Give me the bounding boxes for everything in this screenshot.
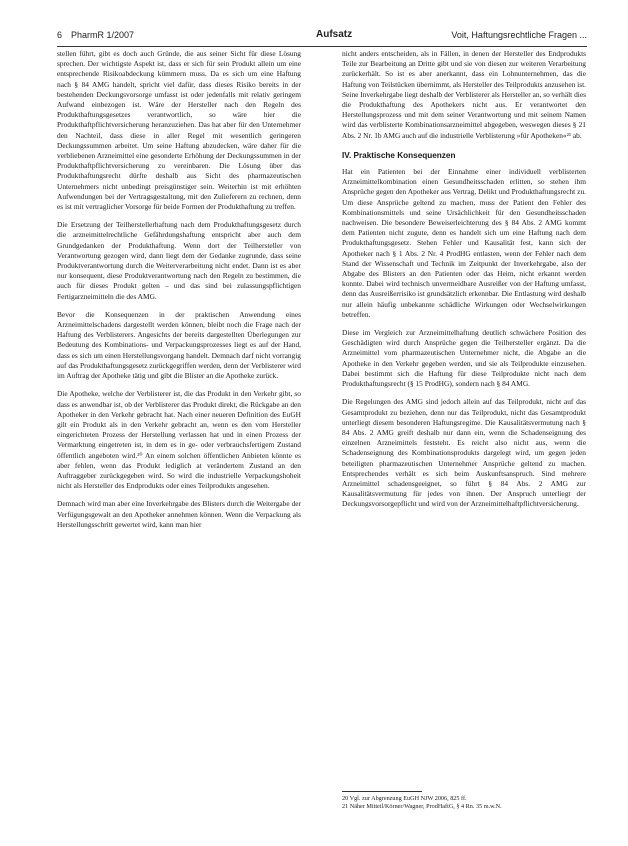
header-rule	[57, 46, 587, 47]
paragraph: Hat ein Patienten bei der Einnahme einer individuell verblisterten Arzneimittelkombination einen Gesundheitsschaden erlitten, so stehen ihm Ansprüche gegen den Apotheker aus Vertrag, Delikt und Produkthaftungsrecht zu. Um diese Ansprüche geltend zu machen, muss der Patient den Fehler des Kombinationsmittels und seine Ursächlichkeit für den Gesundheitsschaden nachweisen. Die besondere Beweiserleichterung des § 84 Abs. 2 AMG kommt dem Patienten nicht zugute, denn es handelt sich um eine Haftung nach dem Produkthaftungsgesetz. Stehen Fehler und Kausalität fest, kann sich der Apotheker nach § 1 Abs. 2 Nr. 4 ProdHG entlasten, wenn der Fehler nach dem Stand der Wissenschaft und Technik im Zeitpunkt der Inverkehrgabe, also der Abgabe des Blisters an den Patienten oder das Heim, nicht erkannt werden konnte. Dabei wird technisch unvermeidbare Ausreißer von der Haftung umfasst, denn das Ausreißerrisiko ist grundsätzlich erkennbar. Die Entlastung wird deshalb nur allein häufig unbekannte schädliche Wirkungen oder Wechselwirkungen betreffen.	[342, 167, 586, 319]
page-header	[57, 30, 587, 44]
footnote: 20 Vgl. zur Abgrenzung EuGH NJW 2006, 825 ff.	[342, 795, 467, 802]
page-number: 6	[57, 30, 63, 40]
paragraph: Bevor die Konsequenzen in der praktischen Anwendung eines Arzneimittelschadens dargestellt werden können, bleibt noch die Frage nach der Haftung des Verblisterers. Angesichts der bereits dargestellten Überlegungen zur Bedeutung des Kombinations- und Verpackungsprozesses liegt es auf der Hand, dass es sich um einen Herstellungsvorgang handelt. Demnach darf nicht vorrangig auf das Produkthaftungsgesetz zurückgegriffen werden, denn der Verblisterer wird im Auftrag der Apotheke tätig und gibt die Blister an die Apotheke zurück.	[57, 309, 301, 381]
paragraph: stellen führt, gibt es doch auch Gründe, die aus seiner Sicht für diese Lösung sprechen. Der wichtigste Aspekt ist, dass er sich für sein Produkt allein um eine entsprechende Risikoabdeckung kümmern muss. Da es sich um eine Haftung nach § 84 AMG handelt, spricht viel dafür, dass dieses Risiko bereits in der bestehenden Deckungsvorsorge umfasst ist oder jedenfalls mit relativ geringem Aufwand einbezogen ist. Wäre der Hersteller nach den Regeln des Produkthaftungsgesetzes verantwortlich, so wäre hier die Produkthaftpflichtversicherung heranzuziehen. Das hat aber für den Unternehmer den Nachteil, dass diese in aller Regel mit wesentlich geringeren Deckungssummen arbeitet. Um seine Haftung abzudecken, wäre daher für die verbliebenen Arzneimittel eine gesonderte Erhöhung der Deckungssummen in der Produkthaftpflichtversicherung zu vereinbaren. Die Lösung über das Produkthaftungsrecht dürfte deshalb aus Sicht des pharmazeutischen Unternehmers nicht unbedingt preisgünstiger sein. Weiterhin ist mit erhöhten Aufwendungen bei der Vertragsgestaltung, mit den Zulieferern zu rechnen, denn es ist mit vertraglicher Vorsorge für beide Formen der Produkthaftung zu treffen.	[57, 49, 301, 212]
footnote-rule	[342, 791, 422, 792]
paragraph: Die Regelungen des AMG sind jedoch allein auf das Teilprodukt, nicht auf das Gesamtprodukt zu beziehen, denn nur das Teilprodukt, nicht das Gesamtprodukt unterliegt diesem besonderen Haftungsregime. Die Kausalitätsvermutung nach § 84 Abs. 2 AMG greift deshalb nur dann ein, wenn die Schadenseignung des einzelnen Arzneimittels feststeht. Es reicht also nicht aus, wenn die Schadenseignung des Kombinationsprodukts dargelegt wird, um gegen jeden beteiligten pharmazeutischen Unternehmer Ansprüche geltend zu machen. Entsprechendes verhält es sich beim Auskunftsanspruch. Sind mehrere Arzneimittel schadensgeeignet, so führt § 84 Abs. 2 AMG zur Kausalitätsvermutung für jedes von ihnen. Der Anspruch unterliegt der Deckungsvorsorgepflicht und wird von der Arzneimittelhaftpflichtversicherung.	[342, 397, 586, 509]
paragraph: nicht anders entscheiden, als in Fällen, in denen der Hersteller des Endprodukts Teile zur Bearbeitung an Dritte gibt und sie von diesen zur weiteren Verarbeitung zurückerhält. So ist es aber anerkannt, dass ein Lohnunternehmen, das die Haftung von Teilstücken übernimmt, als Hersteller des Teilprodukts anzusehen ist. Seine Inverkehrgabe liegt deshalb der Verblisterer als Hersteller an, so verhält dies die Produkthaftung des Apothekers nicht aus. Er verantwortet den Herstellungsprozess und mit dem seiner Verantwortung und mit seinem Namen wird das verblisterte Kombinationsarzneimittel abgegeben, weswegen dieses § 21 Abs. 2 Nr. 1b AMG auch auf die industrielle Verblisterung »für Apotheken«²¹ ab.	[342, 49, 586, 140]
paragraph: Die Ersetzung der Teilherstellerhaftung nach dem Produkthaftungsgesetz durch die arzneimittelrechtliche Gefährdungshaftung entspricht aber auch dem Grundgedanken der Produkthaftung. Wenn dort der Teilhersteller von Verantwortung gezogen wird, dann liegt dem der Gedanke zugrunde, dass seine Produktverantwortung durch die Weiterverarbeitung nicht endet. Dann ist es aber nur konsequent, diese Produktverantwortung nach den Regeln zu bestimmen, die auch für dieses Produkt gelten – und das sind bei zulassungspflichtigen Fertigarzneimitteln die des AMG.	[57, 220, 301, 301]
running-title: Voit, Haftungsrechtliche Fragen ...	[451, 30, 587, 40]
right-column	[342, 49, 586, 518]
footnotes	[342, 791, 586, 811]
section-label: Aufsatz	[316, 29, 353, 40]
footnote: 21 Näher Mitteil/Körner/Wagner, ProdHaftG, § 4 Rn. 35 m.w.N.	[342, 803, 502, 810]
journal-reference: PharmR 1/2007	[71, 30, 135, 40]
paragraph: Diese im Vergleich zur Arzneimittelhaftung deutlich schwächere Position des Geschädigten wird durch Ansprüche gegen die Teilhersteller ergänzt. Da die Arzneimittel vom pharmazeutischen Unternehmer nicht, die Abgabe an die Apotheke in den Verkehr gegeben werden, und sie als Teilprodukte einzusehen. Dabei bestimmt sich die Haftung für diese Teilprodukte nicht nach dem Produkthaftungsrecht (§ 15 ProdHG), sondern nach § 84 AMG.	[342, 328, 586, 389]
section-heading: IV. Praktische Konsequenzen	[342, 150, 456, 160]
left-column	[57, 49, 301, 538]
paragraph: Demnach wird man aber eine Inverkehrgabe des Blisters durch die Weitergabe der Verfügungsgewalt an den Apotheker annehmen können. Wenn die Verpackung als Herstellungsschritt gewertet wird, kann man hier	[57, 499, 301, 529]
paragraph: Die Apotheke, welche der Verblisterer ist, die das Produkt in den Verkehr gibt, so dass es anwendbar ist, ob der Verblisterer das Produkt direkt, die Rückgabe an den Apotheker in den Verkehr gebracht hat. Nach einer neueren Definition des EuGH gilt ein Produkt als in den Verkehr gebracht an, wenn es den vom Hersteller eingerichteten Prozess der Herstellung verlassen hat und in einen Prozess der Vermarktung eingetreten ist, in dem es in ge- oder verbrauchsfertigem Zustand öffentlich angeboten wird.²⁰ An einem solchen öffentlichen Anbieten könnte es aber fehlen, wenn das Produkt lediglich at verändertem Zustand an den Auftraggeber zurückgegeben wird. So wird die industrielle Verpackungshoheit nicht als Hersteller des Endprodukts oder eines Teilprodukts angesehen.	[57, 389, 301, 491]
